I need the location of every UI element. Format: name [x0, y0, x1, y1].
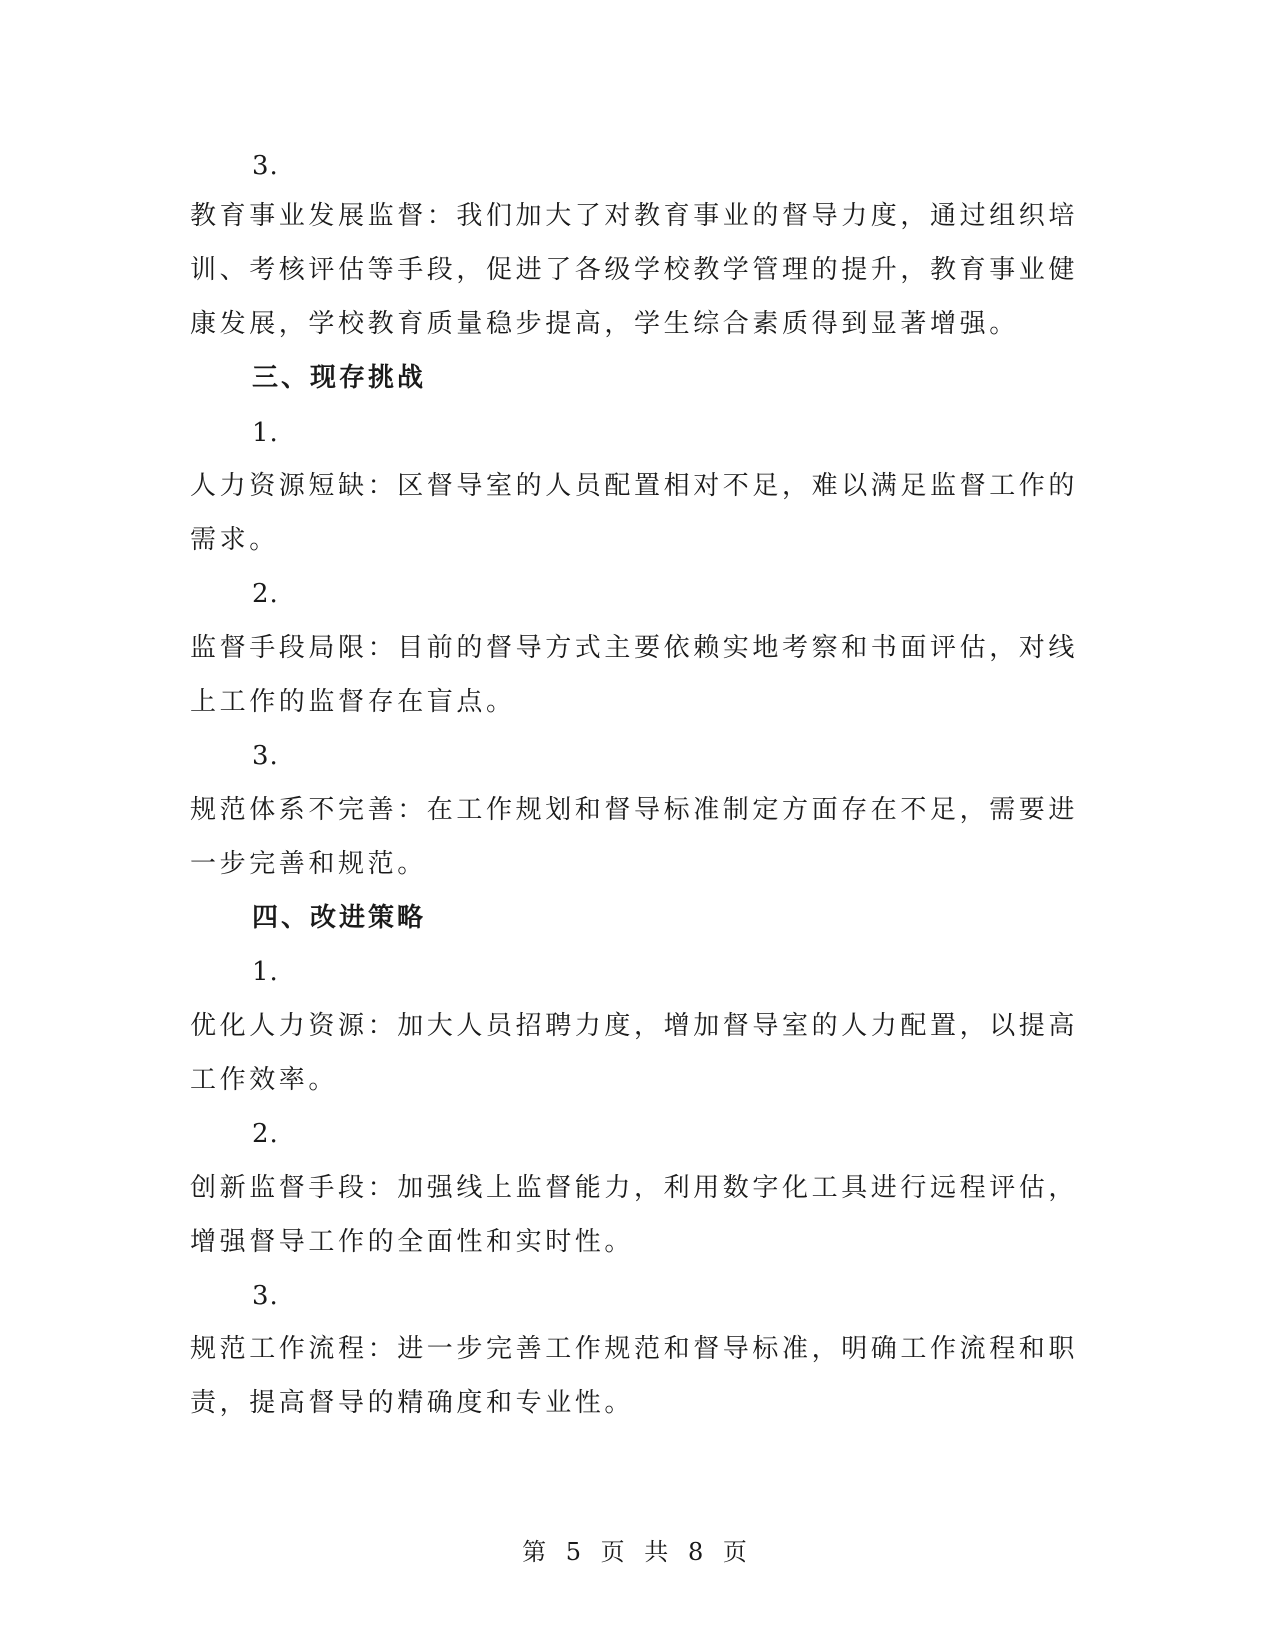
paragraph-line: 规范体系不完善：在工作规划和督导标准制定方面存在不足，需要进: [190, 795, 1079, 825]
paragraph-line: 教育事业发展监督：我们加大了对教育事业的督导力度，通过组织培: [190, 201, 1079, 231]
list-item-number: 3.: [252, 1281, 279, 1311]
paragraph-line: 责，提高督导的精确度和专业性。: [190, 1388, 635, 1418]
paragraph-line: 优化人力资源：加大人员招聘力度，增加督导室的人力配置，以提高: [190, 1011, 1079, 1041]
list-item-number: 1.: [252, 957, 279, 987]
paragraph-line: 人力资源短缺：区督导室的人员配置相对不足，难以满足监督工作的: [190, 471, 1079, 501]
section-heading-challenges: 三、现存挑战: [252, 363, 427, 393]
paragraph-line: 工作效率。: [190, 1065, 339, 1095]
list-item-number: 3.: [252, 151, 279, 181]
list-item-number: 2.: [252, 579, 279, 609]
paragraph-line: 增强督导工作的全面性和实时性。: [190, 1227, 635, 1257]
paragraph-line: 训、考核评估等手段，促进了各级学校教学管理的提升，教育事业健: [190, 255, 1079, 285]
paragraph-line: 监督手段局限：目前的督导方式主要依赖实地考察和书面评估，对线: [190, 633, 1079, 663]
page-number-footer: 第 5 页 共 8 页: [522, 1538, 753, 1566]
paragraph-line: 一步完善和规范。: [190, 849, 427, 879]
paragraph-line: 创新监督手段：加强线上监督能力，利用数字化工具进行远程评估，: [190, 1173, 1079, 1203]
list-item-number: 2.: [252, 1119, 279, 1149]
paragraph-line: 需求。: [190, 525, 279, 555]
paragraph-line: 规范工作流程：进一步完善工作规范和督导标准，明确工作流程和职: [190, 1334, 1079, 1364]
list-item-number: 3.: [252, 741, 279, 771]
list-item-number: 1.: [252, 418, 279, 448]
paragraph-line: 康发展，学校教育质量稳步提高，学生综合素质得到显著增强。: [190, 309, 1019, 339]
section-heading-strategies: 四、改进策略: [252, 903, 427, 933]
paragraph-line: 上工作的监督存在盲点。: [190, 687, 516, 717]
